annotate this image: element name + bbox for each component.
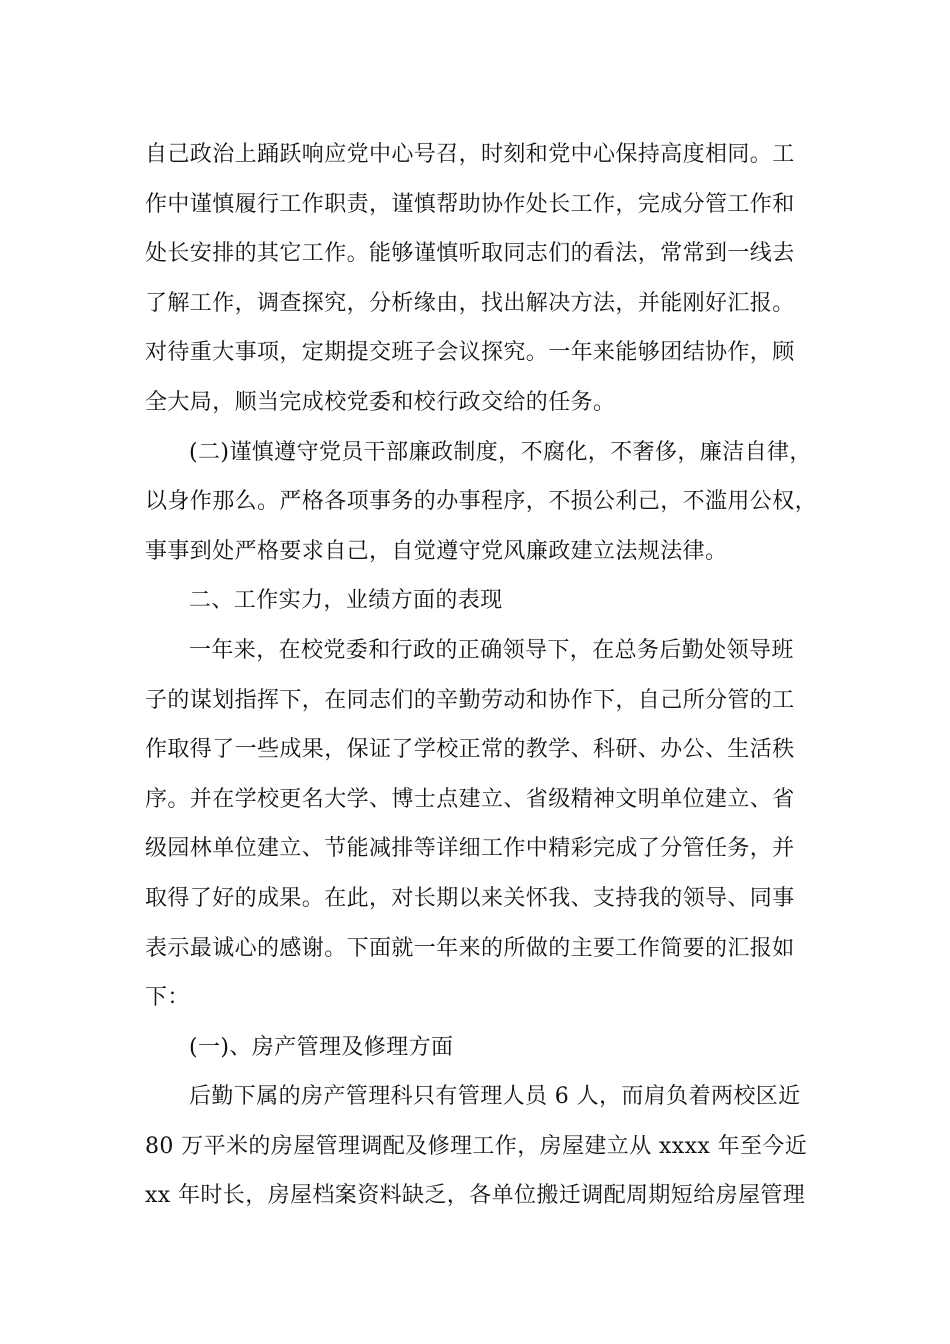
- text-line: 后勤下属的房产管理科只有管理人员 6 人，而肩负着两校区近: [189, 1084, 801, 1110]
- text-line: 事事到处严格要求自己，自觉遵守党风廉政建立法规法律。: [145, 538, 728, 564]
- text-line: 了解工作，调查探究，分析缘由，找出解决方法，并能刚好汇报。: [145, 290, 795, 316]
- text-line: 全大局，顺当完成校党委和校行政交给的任务。: [145, 389, 616, 415]
- text-line: xx 年时长，房屋档案资料缺乏，各单位搬迁调配周期短给房屋管理: [145, 1183, 806, 1209]
- section-heading: 二、工作实力，业绩方面的表现: [189, 588, 503, 614]
- text-line: 序。并在学校更名大学、博士点建立、省级精神文明单位建立、省: [145, 786, 795, 812]
- text-line: 以身作那么。严格各项事务的办事程序，不损公利己，不滥用公权，: [145, 489, 818, 515]
- text-line: 下：: [145, 985, 190, 1011]
- text-line: 处长安排的其它工作。能够谨慎听取同志们的看法，常常到一线去: [145, 241, 795, 267]
- text-line: 级园林单位建立、节能减排等详细工作中精彩完成了分管任务，并: [145, 836, 795, 862]
- text-line: 自己政治上踊跃响应党中心号召，时刻和党中心保持高度相同。工: [145, 142, 795, 167]
- text-line: (二)谨慎遵守党员干部廉政制度，不腐化，不奢侈，廉洁自律，: [189, 439, 812, 465]
- text-line: 表示最诚心的感谢。下面就一年来的所做的主要工作简要的汇报如: [145, 935, 795, 961]
- text-line: 一年来，在校党委和行政的正确领导下，在总务后勤处领导班: [189, 637, 794, 663]
- document-body: [145, 130, 818, 1221]
- subsection-heading: (一)、房产管理及修理方面: [189, 1034, 454, 1060]
- text-line: 80 万平米的房屋管理调配及修理工作，房屋建立从 xxxx 年至今近: [145, 1133, 808, 1159]
- text-line: 取得了好的成果。在此，对长期以来关怀我、支持我的领导、同事: [145, 885, 795, 911]
- text-line: 作中谨慎履行工作职责，谨慎帮助协作处长工作，完成分管工作和: [145, 191, 795, 217]
- text-line: 作取得了一些成果，保证了学校正常的教学、科研、办公、生活秩: [145, 737, 795, 763]
- text-line: 子的谋划指挥下，在同志们的辛勤劳动和协作下，自己所分管的工: [145, 687, 795, 713]
- text-line: 对待重大事项，定期提交班子会议探究。一年来能够团结协作，顾: [145, 340, 795, 366]
